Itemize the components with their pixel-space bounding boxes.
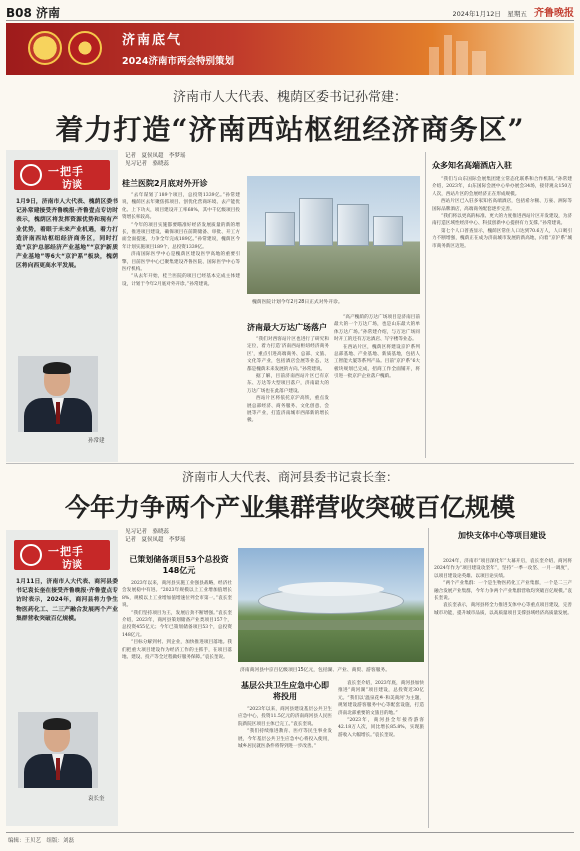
story2-headline: 今年力争两个产业集群营收突破百亿规模: [64, 493, 515, 522]
story2-kicker: 济南市人大代表、商河县委书记袁长奎：: [181, 470, 398, 484]
talk-badge: [14, 160, 110, 190]
story-divider: [6, 463, 574, 464]
story1-subhead2: 济南最大万达广场落户: [247, 323, 327, 332]
footer-rule: [6, 832, 574, 833]
hospital-photo: [247, 176, 420, 294]
story2-subhead1: 已策划储备项目53个总投资148亿元: [129, 555, 229, 575]
page-footer: 编辑：王贝艺 组版：刘磊: [8, 838, 75, 844]
issue-date: 2024年1月12日 星期五: [452, 10, 527, 18]
paragraph: “高产槐荫的万达广场项目是济南目前最大的一个万达广场，也是山东最大的单体万达广场。”孙常建介绍，与万达广场同时开工的还有万达酒店、写字楼等业态。: [334, 315, 420, 343]
badge-line1: 一把手: [48, 545, 84, 558]
paragraph: 西站片区将依托京沪高铁，重点发展总部经济、商务服务、文化创意、会展等产业，打造济南城市西部新的增长极。: [247, 396, 329, 424]
story1-subhead1: 桂兰医院2月底对外开诊: [122, 179, 208, 188]
story1-portrait: [18, 356, 98, 432]
microphone-icon: [20, 544, 42, 566]
byline-line: 记者 夏侯凤超 李梦瑶: [125, 537, 186, 543]
story1-column3: [334, 314, 420, 458]
story2-portrait-caption: 袁长奎: [88, 796, 105, 802]
story2-column4: [434, 558, 572, 828]
paragraph: “目标分解到村、到企业，加快推进项目落地。我们把重大项目建设作为经济工作的主抓手，在项目落地、建设、投产等全过程做好服务保障。”袁长奎说。: [122, 640, 232, 661]
story1-kicker: 济南市人大代表、槐荫区委书记孙常建：: [172, 90, 407, 105]
byline-line: 见习记者 骆晓蕊: [125, 161, 170, 167]
emblem-icon: [28, 31, 62, 65]
paragraph: 第七个人口普查显示，槐荫区常住人口达到70.6万人，人口吸引力不断增强，槐荫正在成为济南城市发展的新高地，向着“京沪系”城市商务新区迈进。: [432, 228, 572, 249]
banner-title: 济南底气: [122, 33, 183, 48]
photo1-caption: 槐荫医院计划今年2月28日正式对外开诊。: [252, 300, 343, 305]
story2-subhead2: 基层公共卫生应急中心即将投用: [241, 681, 329, 701]
column-rule: [425, 152, 426, 458]
paragraph: “我们与山东国际会展集团建立常态化联系和合作机制。”孙常建介绍，2023年，山东国际会展中心举办展会34场，接待观众150万人次，西站片区的会展经济正在形成规模。: [432, 177, 572, 197]
story1-profile-text: 1月9日，济南市人大代表、槐荫区委书记孙常建接受齐鲁晚报·齐鲁壹点专访时表示，槐荫区将发挥资源优势和现有产业优势，着眼于未来产业机遇，着力打造济南西站枢纽经济商务区，同时打造“京沪总部经济产业基地”“京沪新质产业基地”等6大“京沪系”板块，槐荫区将向西更高水平发展。: [16, 199, 118, 270]
convention-center-photo: [238, 548, 424, 662]
paragraph: 在西站片区，槐荫区将建设京沪系列总部基地、产业基地、新质基地，包括人工智能大厦等系列产品。目前“京沪系”6大板块规划已完成，招商工作全面铺开，将引进一批京沪企业落户槐荫。: [334, 344, 420, 380]
story2-column1: [122, 580, 232, 828]
photo2-caption: 济南商河县中京百亿级项目15亿元，包括湖、产业、商贸、游客服务。: [240, 668, 391, 673]
paper-logo: 齐鲁晚报: [534, 8, 574, 19]
special-report-banner: [6, 23, 574, 75]
badge-line1: 一把手: [48, 165, 84, 178]
page-section-label: B08 济南: [6, 6, 61, 20]
badge-line2: 访谈: [62, 560, 82, 571]
badge-line2: 访谈: [62, 180, 82, 191]
paragraph: “我们持续推进教育、医疗等民生事业发展，今年基层公共卫生应急中心将投入使用，城乡居民就医条件将得到进一步改善。”: [238, 729, 332, 750]
paragraph: “2023年以来，商河县建设基层公共卫生应急中心，投资11.5亿元的济南商河县人民医院新院区项目主体已完工。”袁长奎说。: [238, 707, 332, 727]
column-rule: [428, 528, 429, 828]
story1-column1: [122, 192, 240, 458]
paragraph: 西站片区已入驻多家知名高端酒店，包括希尔顿、万豪、洲际等国际品牌酒店，高端商务配套逐步完善。: [432, 199, 572, 212]
paragraph: 袁长奎介绍，2023年底，商河县加快推进“商河湖”项目建设，总投资近30亿元。“我们以‘温泉花乡·和美商河’为主题，规划建设游客服务中心等配套设施，打造济南北部重要的文旅目的地。”: [338, 681, 424, 716]
story1-profile-sidebar: [6, 150, 118, 462]
talk-badge: [14, 540, 110, 570]
story1-headline: 着力打造“济南西站枢纽经济商务区”: [55, 113, 525, 146]
paragraph: 济南国际医学中心是槐荫区建设医学高地的重要引擎，目前医学中心已聚集建设齐鲁医院、国际医学中心等医疗机构。: [122, 252, 240, 273]
party-emblem-icon: [68, 31, 102, 65]
skyline-icon: [424, 27, 494, 75]
paragraph: 据了解，目前济南西站片区已有京东、万达等大型项目落户，济南最大的万达广场也在此落户建设。: [247, 374, 329, 394]
byline-line: 见习记者 骆晓蕊: [125, 529, 170, 535]
story2-profile-sidebar: [6, 530, 118, 826]
header-rule: [6, 20, 574, 21]
paragraph: 2024年，济南市“项目深化年”大幕开启，袁长奎介绍，商河将2024年作为“项目建设攻坚年”，坚持“一季一攻坚、一月一调度”，以项目建设论英雄、以项目论实绩。: [434, 559, 572, 579]
story1-col2-lead: [247, 306, 329, 320]
paragraph: “我们对西客站片区也进行了研究和定位，着力打造‘济南西站枢纽经济商务区’，重点引进高端商务、总部、文旅、文化等产业，包括酒店会展等业态，这都是槐荫未来发展的方向。”孙常建说。: [247, 337, 329, 372]
microphone-icon: [20, 164, 42, 186]
paragraph: “从去年开始，桂兰医院的项目已经基本完成主体建设，计划于今年2月底对外开诊。”孙常建说。: [122, 274, 240, 287]
story1-subhead3: 众多知名高端酒店入驻: [432, 161, 512, 170]
story1-column2: [247, 336, 329, 458]
paragraph: “去年谋划了189个项目，总投资1339亿。”孙常建说，槐荫区去年聚焦抓项目、创优化营商环境、去产能优化、上下功夫，项目建设开工率68%，其中千亿级项目投资增长率较高。: [122, 193, 240, 221]
paragraph: “今年的项目实施都要瞄准好经济发展质量的新的增长，推进项目建设，确保项目在前期储备、审批、开工方面全面提速，力争全年完成189亿。”孙常建说，槐荫区今年计划实施项目189个，总投资1339亿。: [122, 222, 240, 250]
story2-column3: [338, 680, 424, 828]
story2-portrait: [18, 712, 98, 788]
paragraph: “两个产业集群：一个是生物医药化工产业集群，一个是二三产融合发展产业集群，今年力争两个产业集群营收均突破百亿规模。”袁长奎说。: [434, 581, 572, 602]
story1-portrait-caption: 孙常建: [88, 438, 105, 444]
paragraph: 袁长奎表示，商河县将全力推进支体中心等重点项目建设，完善城市功能，提升城市品质，以高质量项目支撑县域经济高质量发展。: [434, 603, 572, 616]
story2-profile-text: 1月11日，济南市人大代表、商河县委书记袁长奎在接受齐鲁晚报·齐鲁壹点专访时表示，2024年，商河县将力争生物医药化工、二三产融合发展两个产业集群营收突破百亿规模。: [16, 579, 118, 622]
header-date-logo: [452, 4, 574, 19]
banner-subtitle: 2024济南市两会特别策划: [122, 56, 234, 67]
paragraph: “我们将以更高的标准、更大的力度推进西站片区开发建设，为济南打造区域性经济中心、科技创新中心提供有力支撑。”孙常建说。: [432, 214, 572, 227]
story2-subhead3: 加快支体中心等项目建设: [458, 531, 546, 540]
story1-column4: [432, 176, 572, 458]
story2-column2: [238, 706, 332, 828]
story1-byline: [125, 152, 186, 168]
byline-line: 记者 夏侯凤超 李梦瑶: [125, 153, 186, 159]
paragraph: 2023年以来，商河县实施工业强县战略，经济社会发展稳中有进。“2023年规模以上工业增加值增长8%，规模以上工业增加值增速位列全市第一。”袁长奎说。: [122, 581, 232, 609]
story2-byline: [125, 528, 186, 544]
paragraph: “我们坚持项目为王，发展后劲不断增强。”袁长奎介绍，2023年，商河县策划储备产业类项目157个，总投资455亿元；今年已策划储备项目53个，总投资148亿元。: [122, 610, 232, 638]
paragraph: “2023年，商河县全年接待游客42.18万人次，同比增长85.8%，实现旅游收入大幅增长。”袁长奎说。: [338, 718, 424, 738]
